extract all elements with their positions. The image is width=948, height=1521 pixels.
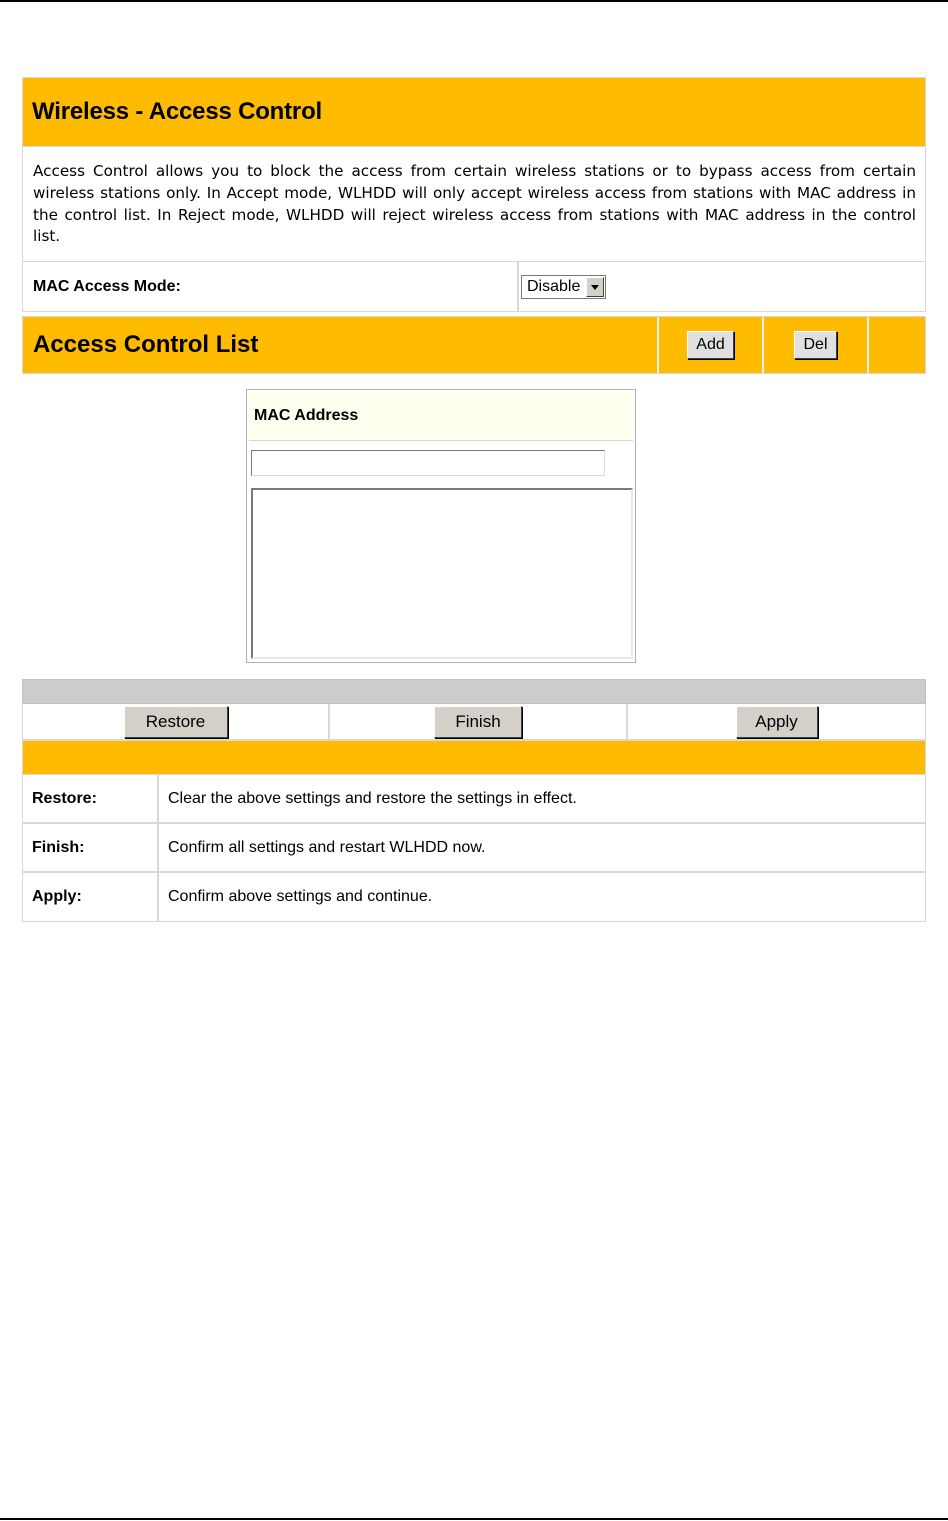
- mac-address-list[interactable]: [251, 488, 633, 659]
- mac-access-mode-value: Disable: [527, 277, 581, 295]
- acl-header-spacer: [869, 317, 925, 373]
- restore-button[interactable]: Restore: [124, 706, 228, 738]
- mac-access-mode-select[interactable]: [521, 275, 606, 299]
- action-bar-top-band: [22, 679, 926, 704]
- page-title: Wireless - Access Control: [32, 98, 322, 125]
- finish-button-cell: [330, 704, 628, 739]
- mac-access-mode-label: MAC Access Mode:: [23, 262, 519, 311]
- help-header-band: [22, 740, 926, 775]
- mac-address-input[interactable]: [251, 450, 605, 476]
- add-button[interactable]: Add: [687, 331, 733, 359]
- top-rule: [0, 0, 948, 2]
- access-control-list-header: [22, 316, 926, 374]
- del-button[interactable]: Del: [794, 331, 836, 359]
- help-table: [22, 775, 926, 922]
- add-button-cell: [659, 317, 764, 373]
- help-key: Restore:: [23, 775, 159, 822]
- del-button-cell: [764, 317, 869, 373]
- help-key: Apply:: [23, 873, 159, 921]
- help-text: Confirm above settings and continue.: [168, 888, 433, 905]
- chevron-down-icon[interactable]: [586, 277, 604, 297]
- finish-button[interactable]: Finish: [434, 706, 522, 738]
- apply-button-cell: [628, 704, 925, 739]
- help-row-apply: [23, 873, 925, 921]
- description-text: Access Control allows you to block the access from certain wireless stations or to bypass access from certain wireless stations only. In Accept mode, WLHDD will only accept wireless access from stations with MAC address in the control list. In Reject mode, WLHDD will reject wireless access from stations with MAC address in the control list.: [22, 147, 926, 262]
- bottom-rule: [0, 1518, 948, 1520]
- action-button-row: [22, 704, 926, 740]
- page-title-bar: [22, 77, 926, 147]
- help-text: Confirm all settings and restart WLHDD now.: [168, 838, 486, 856]
- mac-address-header: MAC Address: [249, 392, 633, 441]
- mac-address-panel: [246, 389, 636, 663]
- help-row-finish: [23, 824, 925, 873]
- apply-button[interactable]: Apply: [736, 706, 818, 738]
- mac-access-mode-cell: [519, 262, 925, 311]
- help-text: Clear the above settings and restore the settings in effect.: [168, 789, 577, 807]
- mac-access-mode-row: [22, 262, 926, 312]
- access-control-list-title: Access Control List: [23, 317, 659, 373]
- help-key: Finish:: [23, 824, 159, 871]
- restore-button-cell: [23, 704, 330, 739]
- help-row-restore: [23, 775, 925, 824]
